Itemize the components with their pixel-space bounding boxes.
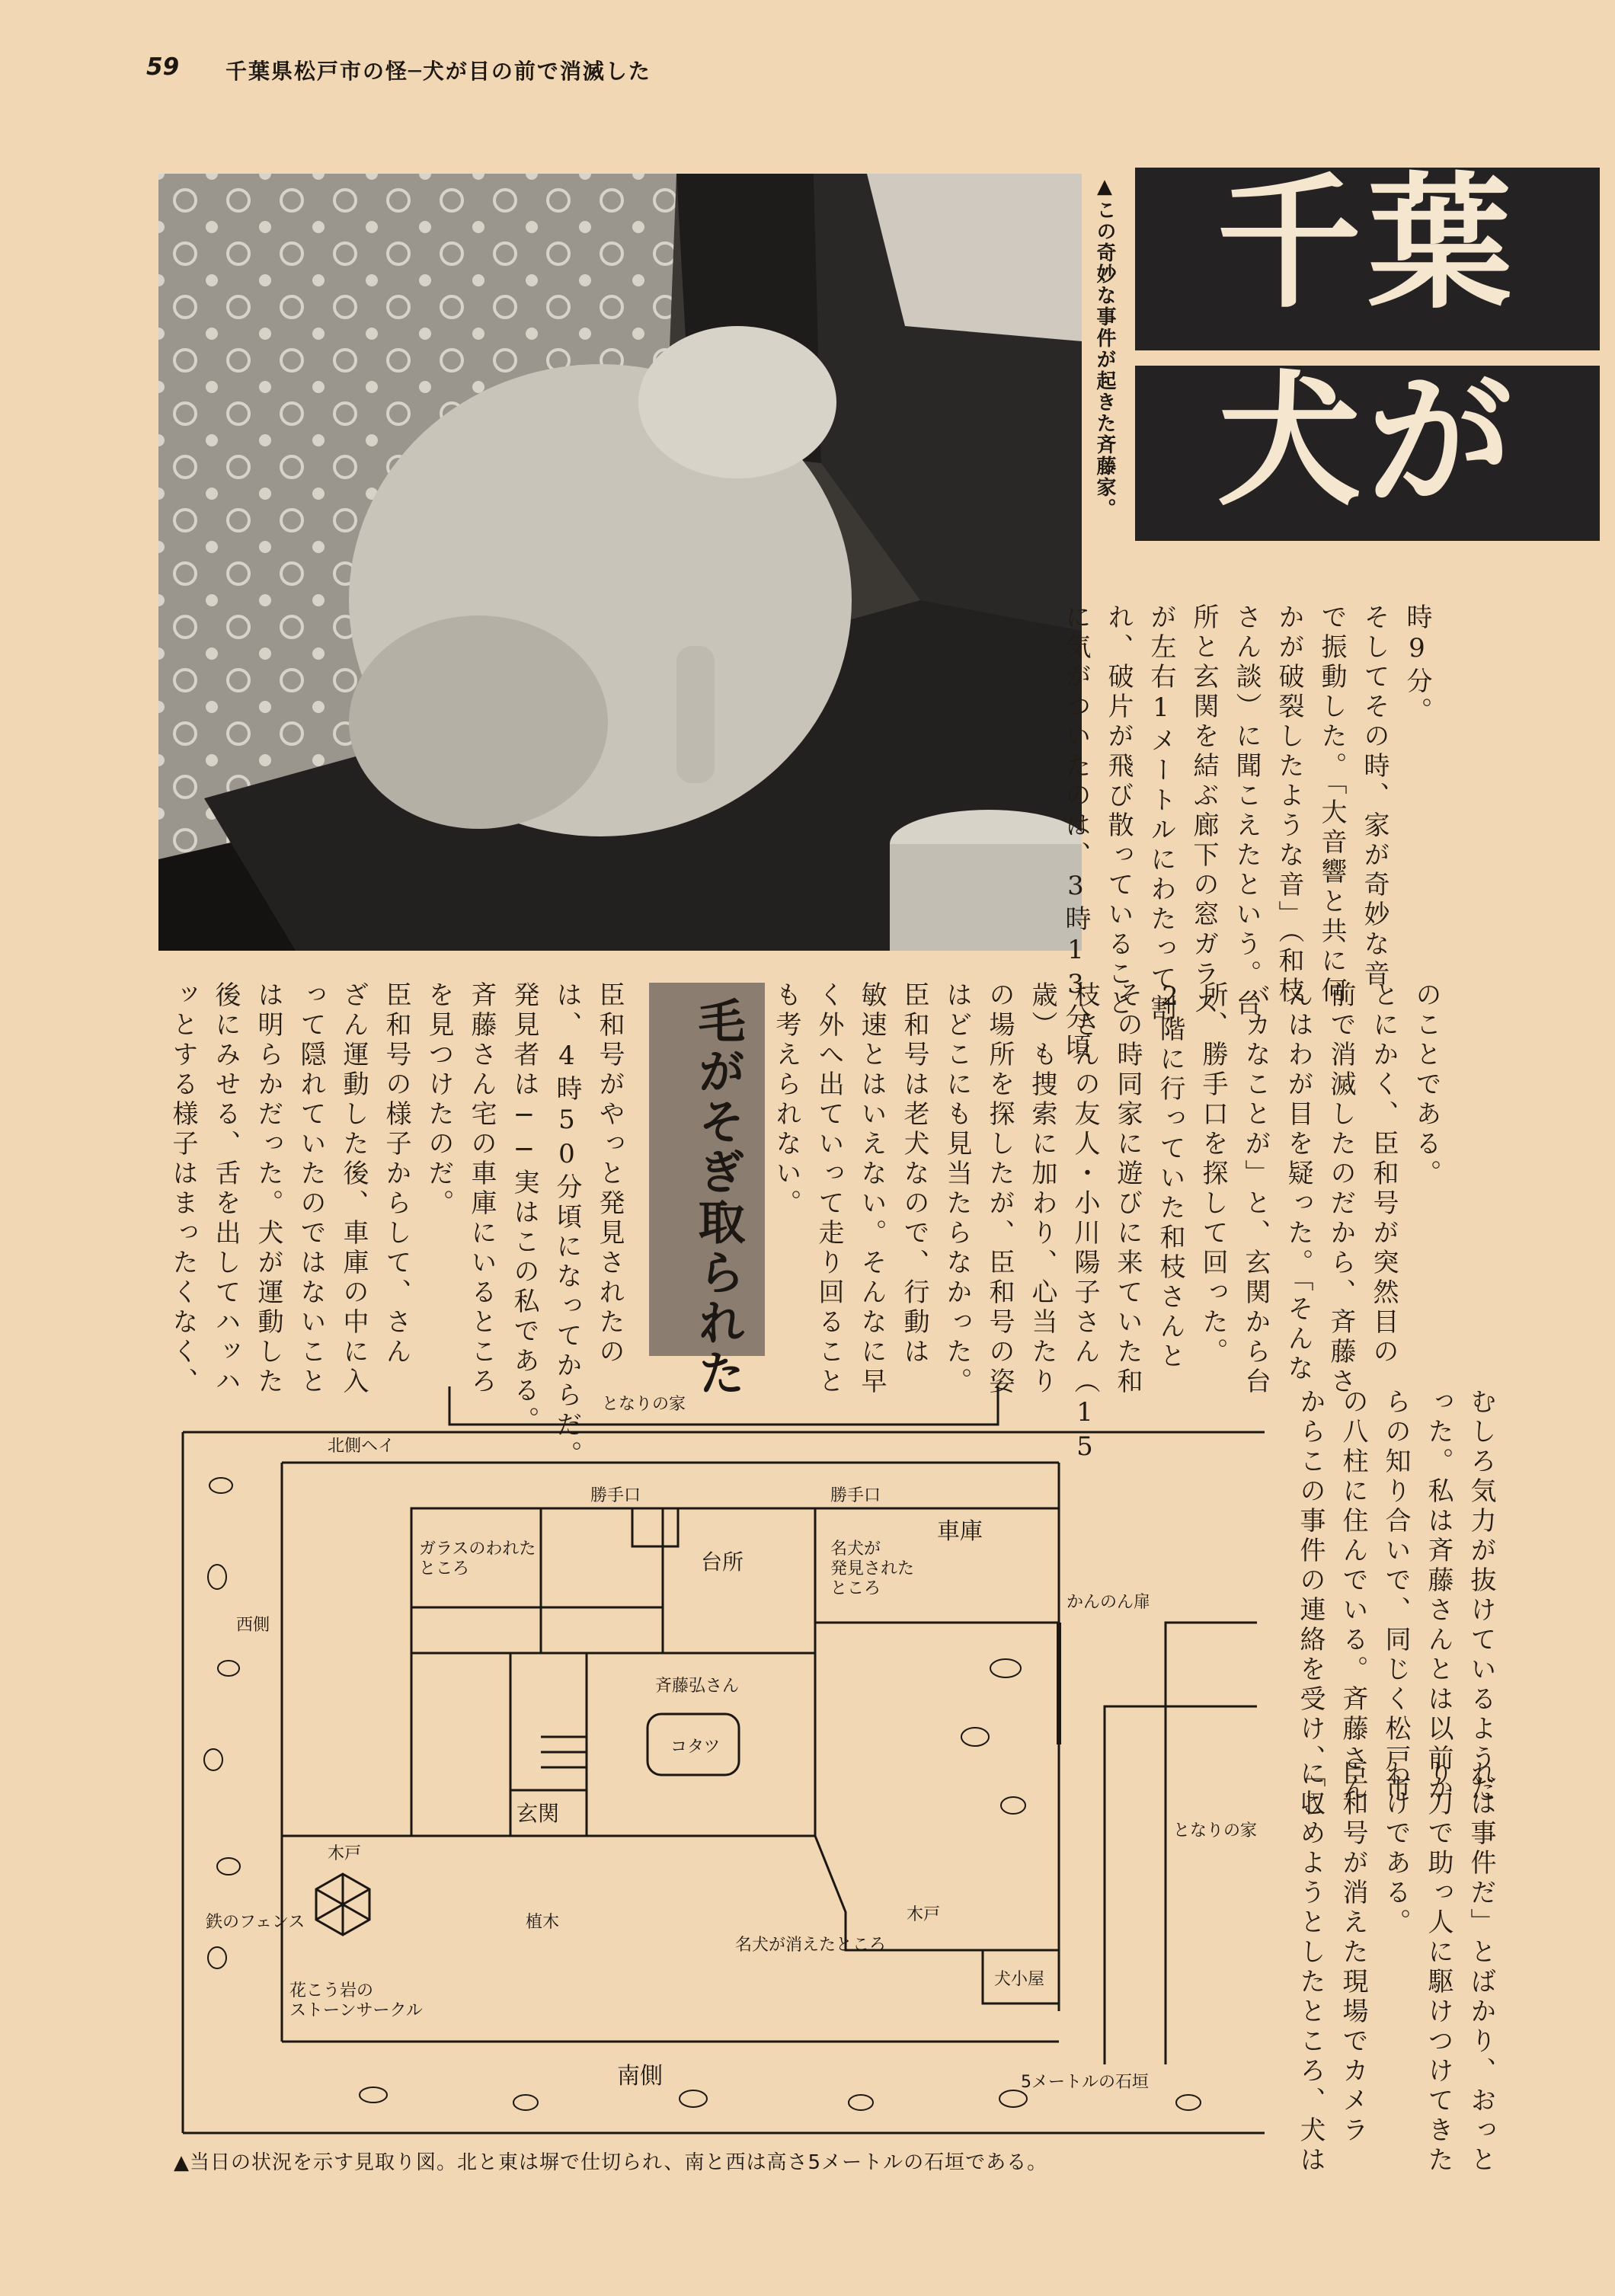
- label-kitchen-door-right: 勝手口: [830, 1486, 881, 1505]
- text-column: れは事件だ」とばかり、おっと: [1466, 1760, 1496, 2176]
- floor-plan-svg: [175, 1379, 1265, 2148]
- text-column: 臣和号が消えた現場でカメラ: [1338, 1760, 1368, 2146]
- dog-photo-image: [158, 174, 1082, 951]
- text-column: からこの事件の連絡を受け、「こ: [1295, 1388, 1326, 1821]
- label-neighbor-north: となりの家: [602, 1395, 686, 1414]
- text-column: 敏速とはいえない。そんなに早: [856, 981, 887, 1397]
- label-broken-glass: ガラスのわれたところ: [419, 1540, 536, 1578]
- text-column: に収めようとしたところ、犬は: [1295, 1760, 1326, 2176]
- text-column: 臣和号の様子からして、さん: [381, 981, 411, 1367]
- text-column: 発見者は──実はこの私である。: [509, 981, 539, 1436]
- text-column: ざん運動した後、車庫の中に入: [338, 981, 369, 1397]
- text-column: の八柱に住んでいる。斉藤さん: [1338, 1388, 1368, 1804]
- label-stone-wall: 5メートルの石垣: [1021, 2073, 1149, 2092]
- floor-plan-caption: ▲当日の状況を示す見取り図。北と東は塀で仕切られ、南と西は高さ5メートルの石垣である。: [174, 2151, 1048, 2174]
- text-column: むしろ気力が抜けているようだ: [1466, 1388, 1496, 1804]
- text-column: を見つけたのだ。: [424, 981, 454, 1219]
- label-shed: 犬小屋: [994, 1970, 1045, 1989]
- text-column: んはわが目を疑った。「そんな: [1283, 981, 1313, 1384]
- text-column: 斉藤さん宅の車庫にいるところ: [466, 981, 497, 1397]
- text-column: 臣和号は老犬なので、行動は: [899, 981, 929, 1367]
- running-title: 千葉県松戸市の怪─犬が目の前で消滅した: [225, 59, 651, 84]
- title-line-2: 犬が: [1216, 357, 1518, 526]
- text-column: に気がついたのは、3時13分頃: [1060, 603, 1091, 1063]
- title-line-1: 千葉: [1216, 159, 1518, 328]
- label-iron-fence: 鉄のフェンス: [206, 1913, 305, 1932]
- text-column: は、4時50分頃になってからだ。: [552, 981, 582, 1470]
- text-column: り刀で助っ人に駆けつけてきた: [1423, 1760, 1454, 2176]
- label-dog-found: 名犬が発見されたところ: [830, 1540, 915, 1598]
- text-column: 前で消滅したのだから、斉藤さ: [1326, 981, 1356, 1397]
- label-garage: 車庫: [937, 1518, 983, 1545]
- label-kitchen-door: 勝手口: [590, 1486, 641, 1505]
- text-column: 枝さんの友人・小川陽子さん（15: [1070, 981, 1100, 1466]
- label-dog-vanished: 名犬が消えたところ: [735, 1936, 887, 1955]
- label-kitchen: 台所: [701, 1549, 744, 1575]
- text-column: く外へ出ていって走り回ること: [814, 981, 844, 1397]
- text-column: が左右1メートルにわたって割: [1146, 603, 1176, 1024]
- label-kotatsu: コタツ: [670, 1738, 721, 1757]
- body-text-right-middle: [771, 981, 1447, 1466]
- label-entrance: 玄関: [516, 1801, 560, 1826]
- label-plants: 植木: [526, 1913, 560, 1932]
- text-column: も考えられない。: [771, 981, 801, 1219]
- photo-caption: ▲この奇妙な事件が起きた斉藤家。: [1093, 175, 1116, 520]
- text-column: かが破裂したような音」（和枝: [1274, 603, 1304, 1006]
- label-neighbor-east: となりの家: [1173, 1821, 1258, 1840]
- text-column: 時9分。: [1402, 603, 1432, 727]
- label-wooden-door-left: 木戸: [328, 1844, 362, 1863]
- text-column: の場所を探したが、臣和号の姿: [984, 981, 1015, 1397]
- label-wooden-door-right: 木戸: [907, 1905, 941, 1924]
- text-column: は明らかだった。犬が運動した: [253, 981, 283, 1397]
- text-column: はどこにも見当たらなかった。: [942, 981, 972, 1397]
- body-text-right-top: [1060, 603, 1438, 1063]
- text-column: 2階に行っていた和枝さんと: [1155, 981, 1185, 1372]
- title-line-1-box: [1135, 159, 1600, 350]
- text-column: 所と玄関を結ぶ廊下の窓ガラス: [1188, 603, 1219, 1019]
- body-text-right-bottom-lower: [1274, 1760, 1502, 2176]
- text-column: 臣和号がやっと発見されたの: [594, 981, 625, 1367]
- text-column: その時同家に遊びに来ていた和: [1112, 981, 1143, 1397]
- text-column: らの知り合いで、同じく松戸市: [1380, 1388, 1411, 1804]
- text-column: のことである。: [1411, 981, 1441, 1189]
- text-column: で振動した。「大音響と共に何: [1316, 603, 1347, 1006]
- title-line-2-box: [1135, 357, 1600, 541]
- text-column: バカなことが」と、玄関から台: [1240, 981, 1271, 1397]
- label-west-side: 西側: [236, 1616, 270, 1635]
- label-south-side: 南側: [617, 2063, 663, 2090]
- text-column: った。私は斉藤さんとは以前か: [1423, 1388, 1454, 1804]
- subheading: 毛がそぎ取られた: [690, 996, 746, 1399]
- label-north-wall: 北側ヘイ: [328, 1437, 395, 1456]
- text-column: ッとする様子はまったくなく、: [168, 981, 198, 1397]
- dog-photo: [158, 174, 1082, 951]
- floor-plan: [175, 1379, 1265, 2148]
- text-column: 歳）も捜索に加わり、心当たり: [1027, 981, 1057, 1397]
- label-gate: かんのん扉: [1067, 1593, 1151, 1612]
- text-column: って隠れていたのではないこと: [296, 981, 326, 1397]
- text-column: とにかく、臣和号が突然目の: [1368, 981, 1399, 1367]
- text-column: わけである。: [1380, 1760, 1411, 1938]
- text-column: さん談）に聞こえたという。台: [1231, 603, 1262, 1019]
- text-column: れ、破片が飛び散っていること: [1103, 603, 1134, 1019]
- text-column: 所、勝手口を探して回った。: [1198, 981, 1228, 1367]
- text-column: 後にみせる、舌を出してハッハ: [210, 981, 241, 1397]
- label-stone-circle: 花こう岩のストーンサークル: [289, 1981, 423, 2020]
- page-number: 59: [146, 53, 180, 81]
- label-person: 斉藤弘さん: [655, 1677, 740, 1696]
- text-column: そしてその時、家が奇妙な音: [1359, 603, 1390, 990]
